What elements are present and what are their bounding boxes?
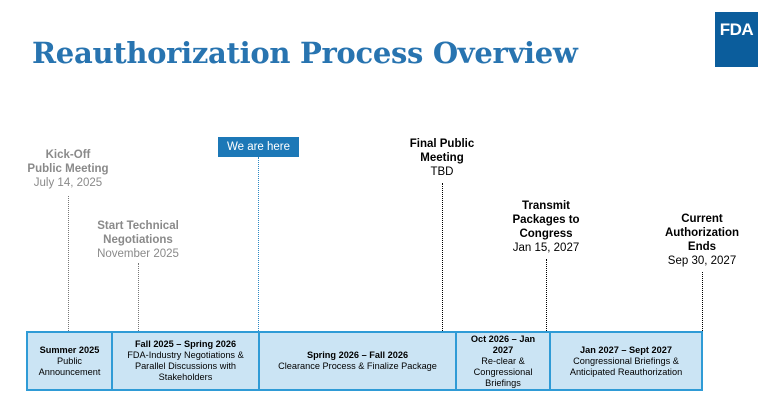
connector-line xyxy=(442,183,443,331)
phase-segment xyxy=(26,331,113,391)
connector-line xyxy=(138,263,139,331)
phase-segment xyxy=(258,331,457,391)
phase-description: FDA-Industry Negotiations & Parallel Discussions with Stakeholders xyxy=(127,350,244,382)
milestone-date: November 2025 xyxy=(97,248,179,260)
milestone-label: Current Authorization Ends xyxy=(664,213,740,253)
milestone-label: Start Technical Negotiations xyxy=(97,220,179,246)
phase-segment xyxy=(455,331,551,391)
phase-segment xyxy=(111,331,260,391)
milestone-date: TBD xyxy=(430,166,454,178)
we-are-here-line xyxy=(258,157,259,331)
timeline-bar xyxy=(26,331,703,391)
page-title: Reauthorization Process Overview xyxy=(32,36,578,70)
milestone-date: July 14, 2025 xyxy=(33,177,103,189)
connector-line xyxy=(68,196,69,331)
milestone-label: Kick-Off Public Meeting xyxy=(27,149,109,175)
connector-line xyxy=(702,272,703,331)
phase-description: Congressional Briefings & Anticipated Reauthorization xyxy=(569,355,683,377)
milestone-authorization-ends xyxy=(665,212,739,268)
milestone-label: Final Public Meeting xyxy=(409,138,475,164)
milestone-transmit-packages xyxy=(512,199,579,255)
phase-period: Jan 2027 – Sept 2027 xyxy=(580,344,672,355)
we-are-here-marker: We are here xyxy=(218,137,299,157)
milestone-date: Sep 30, 2027 xyxy=(667,255,737,267)
milestone-kickoff xyxy=(27,148,108,190)
phase-description: Public Announcement xyxy=(38,355,101,377)
milestone-date: Jan 15, 2027 xyxy=(512,242,580,254)
phase-description: Re-clear & Congressional Briefings xyxy=(473,355,533,388)
milestone-final-public-meeting xyxy=(410,137,475,179)
phase-segment xyxy=(549,331,703,391)
phase-period: Fall 2025 – Spring 2026 xyxy=(134,339,237,349)
phase-period: Summer 2025 xyxy=(39,344,100,355)
milestone-technical-negotiations xyxy=(97,219,179,261)
connector-line xyxy=(546,259,547,331)
milestone-label: Transmit Packages to Congress xyxy=(512,200,580,240)
phase-description: Clearance Process & Finalize Package xyxy=(278,361,437,371)
fda-logo: FDA xyxy=(715,12,758,67)
phase-period: Oct 2026 – Jan 2027 xyxy=(470,333,536,355)
phase-period: Spring 2026 – Fall 2026 xyxy=(306,350,409,360)
